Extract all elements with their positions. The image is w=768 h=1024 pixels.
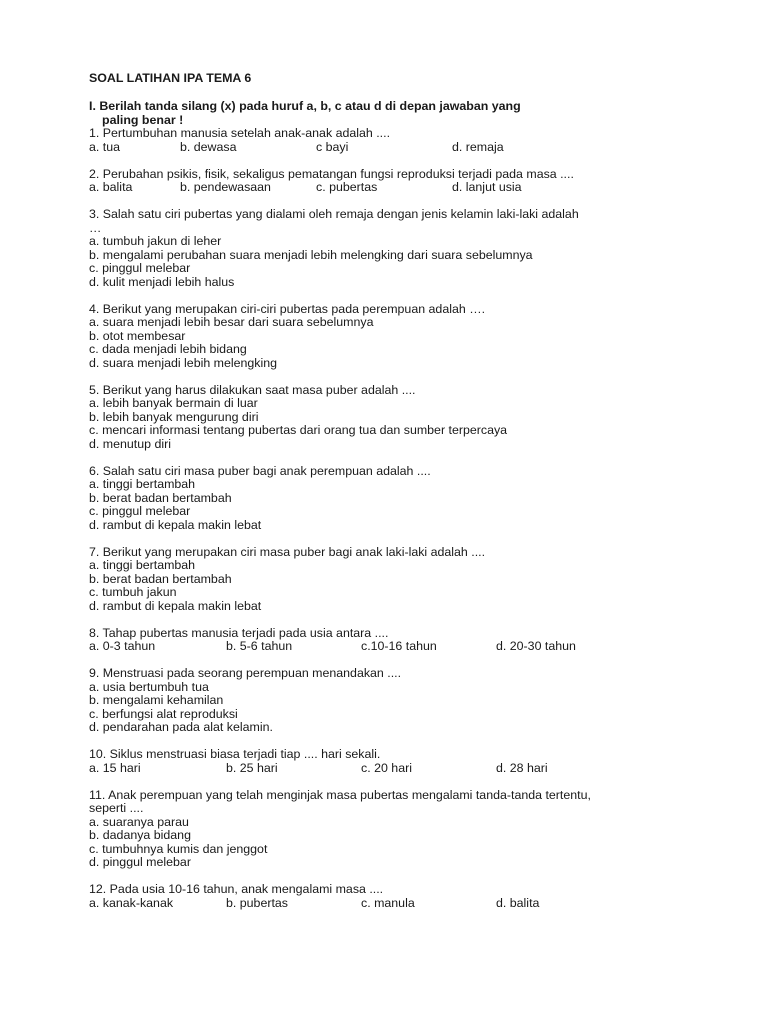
answer-option-a[interactable]: a. tinggi bertambah (89, 477, 196, 491)
question-spacer (89, 775, 689, 789)
question-text: 2. Perubahan psikis, fisik, sekaligus pematangan fungsi reproduksi terjadi pada masa .... (89, 166, 574, 181)
answer-option-b[interactable]: b. dewasa (180, 139, 237, 154)
answer-options-row (89, 762, 689, 776)
answer-option-d[interactable]: d. rambut di kepala makin lebat (89, 517, 262, 532)
answer-option-b[interactable]: b. mengalami kehamilan (89, 693, 224, 707)
question-text: 5. Berikut yang harus dilakukan saat masa puber adalah .... (89, 382, 416, 397)
question-spacer (89, 289, 689, 303)
spacer (89, 86, 689, 100)
question-item (89, 384, 689, 452)
question-text: 9. Menstruasi pada seorang perempuan menandakan .... (89, 666, 402, 680)
question-spacer (89, 735, 689, 749)
answer-option-a[interactable]: a. tinggi bertambah (89, 558, 196, 572)
answer-options-row (89, 640, 689, 654)
answer-option-c[interactable]: c.10-16 tahun (361, 639, 437, 653)
answer-option-a[interactable]: a. lebih banyak bermain di luar (89, 396, 258, 410)
answer-options-row (89, 181, 689, 195)
answer-option-d[interactable]: d. suara menjadi lebih melengking (89, 355, 278, 370)
question-text: 12. Pada usia 10-16 tahun, anak mengalami masa .... (89, 882, 384, 896)
instruction-line-2: paling benar ! (102, 112, 184, 127)
question-list (89, 127, 689, 910)
answer-option-b[interactable]: b. 25 hari (226, 760, 278, 775)
answer-option-c[interactable]: c. tumbuh jakun (89, 585, 177, 599)
answer-option-b[interactable]: b. lebih banyak mengurung diri (89, 409, 259, 424)
answer-option-a[interactable]: a. tumbuh jakun di leher (89, 234, 222, 248)
answer-option-c[interactable]: c. dada menjadi lebih bidang (89, 342, 247, 356)
answer-options-row (89, 897, 689, 911)
question-text-continued: seperti .... (89, 801, 144, 815)
question-item (89, 748, 689, 775)
answer-option-c[interactable]: c. pinggul melebar (89, 261, 191, 275)
answer-option-a[interactable]: a. kanak-kanak (89, 895, 174, 910)
answer-option-b[interactable]: b. berat badan bertambah (89, 571, 232, 586)
question-text: 11. Anak perempuan yang telah menginjak masa pubertas mengalami tanda-tanda tertentu, (89, 787, 591, 802)
question-item (89, 465, 689, 533)
answer-option-d[interactable]: d. 20-30 tahun (496, 639, 576, 653)
answer-option-c[interactable]: c. pubertas (316, 180, 378, 194)
answer-option-d[interactable]: d. rambut di kepala makin lebat (89, 598, 262, 613)
question-text: 7. Berikut yang merupakan ciri masa puber bagi anak laki-laki adalah .... (89, 544, 486, 559)
answer-option-d[interactable]: d. kulit menjadi lebih halus (89, 274, 235, 289)
answer-option-d[interactable]: d. lanjut usia (452, 180, 522, 194)
answer-option-d[interactable]: d. 28 hari (496, 760, 548, 775)
question-item (89, 667, 689, 735)
worksheet (89, 72, 689, 910)
question-spacer (89, 195, 689, 209)
question-item (89, 883, 689, 910)
question-spacer (89, 532, 689, 546)
question-text-continued: … (89, 220, 102, 235)
answer-option-c[interactable]: c. mencari informasi tentang pubertas dari orang tua dan sumber terpercaya (89, 423, 508, 437)
answer-option-a[interactable]: a. balita (89, 180, 133, 194)
answer-option-c[interactable]: c. berfungsi alat reproduksi (89, 706, 238, 721)
answer-option-b[interactable]: b. mengalami perubahan suara menjadi lebih melengking dari suara sebelumnya (89, 247, 533, 262)
question-text: 8. Tahap pubertas manusia terjadi pada usia antara .... (89, 625, 389, 640)
question-item (89, 168, 689, 195)
answer-option-a[interactable]: a. usia bertumbuh tua (89, 679, 209, 694)
answer-option-a[interactable]: a. suaranya parau (89, 814, 189, 829)
answer-option-c[interactable]: c. 20 hari (361, 760, 412, 775)
answer-option-c[interactable]: c bayi (316, 139, 349, 154)
answer-option-d[interactable]: d. pinggul melebar (89, 855, 191, 869)
question-spacer (89, 654, 689, 668)
answer-options-row (89, 141, 689, 155)
question-item (89, 546, 689, 614)
answer-option-a[interactable]: a. suara menjadi lebih besar dari suara sebelumnya (89, 315, 374, 329)
answer-option-d[interactable]: d. remaja (452, 139, 504, 154)
question-item (89, 208, 689, 289)
answer-option-d[interactable]: d. pendarahan pada alat kelamin. (89, 720, 273, 734)
answer-option-b[interactable]: b. dadanya bidang (89, 828, 191, 842)
question-spacer (89, 154, 689, 168)
question-text: 6. Salah satu ciri masa puber bagi anak perempuan adalah .... (89, 463, 431, 478)
answer-option-b[interactable]: b. 5-6 tahun (226, 639, 293, 653)
question-spacer (89, 370, 689, 384)
answer-option-b[interactable]: b. pubertas (226, 895, 288, 910)
question-item (89, 303, 689, 371)
question-text: 3. Salah satu ciri pubertas yang dialami oleh remaja dengan jenis kelamin laki-laki adalah (89, 207, 579, 221)
question-text: 10. Siklus menstruasi biasa terjadi tiap .... hari sekali. (89, 747, 381, 761)
question-text: 1. Pertumbuhan manusia setelah anak-anak adalah .... (89, 126, 391, 140)
question-spacer (89, 451, 689, 465)
answer-option-b[interactable]: b. pendewasaan (180, 180, 271, 194)
answer-option-a[interactable]: a. tua (89, 139, 121, 154)
instruction-line-1: I. Berilah tanda silang (x) pada huruf a, b, c atau d di depan jawaban yang (89, 99, 521, 113)
answer-option-c[interactable]: c. manula (361, 895, 415, 910)
answer-option-d[interactable]: d. menutup diri (89, 436, 171, 451)
worksheet-title: SOAL LATIHAN IPA TEMA 6 (89, 71, 252, 85)
question-item (89, 627, 689, 654)
answer-option-d[interactable]: d. balita (496, 895, 540, 910)
question-item (89, 789, 689, 870)
answer-option-b[interactable]: b. berat badan bertambah (89, 490, 232, 505)
answer-option-c[interactable]: c. pinggul melebar (89, 504, 191, 518)
question-item (89, 127, 689, 154)
question-spacer (89, 870, 689, 884)
answer-option-b[interactable]: b. otot membesar (89, 328, 186, 343)
question-spacer (89, 613, 689, 627)
answer-option-a[interactable]: a. 0-3 tahun (89, 639, 156, 653)
answer-option-a[interactable]: a. 15 hari (89, 760, 141, 775)
answer-option-c[interactable]: c. tumbuhnya kumis dan jenggot (89, 841, 268, 856)
question-text: 4. Berikut yang merupakan ciri-ciri pubertas pada perempuan adalah …. (89, 301, 486, 316)
